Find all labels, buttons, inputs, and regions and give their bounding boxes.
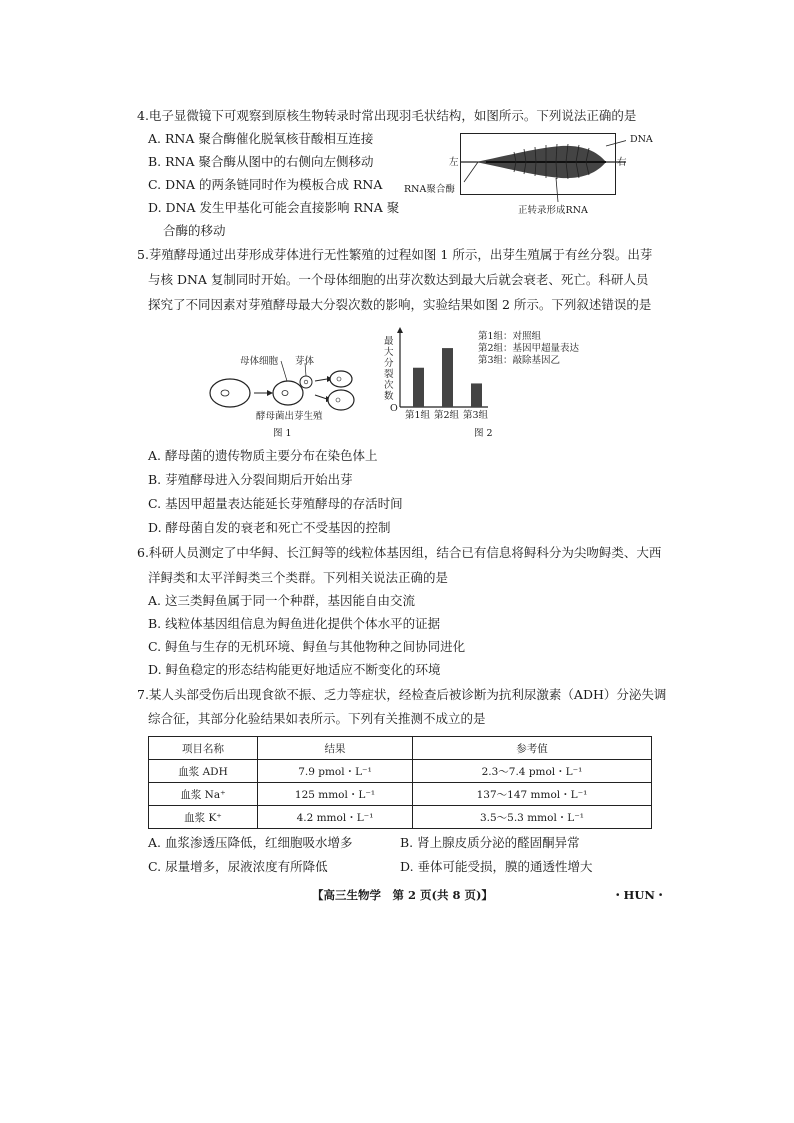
- bar-group1: [413, 368, 424, 407]
- chart-xtick-2: 第2组: [434, 410, 460, 421]
- bar-group3: [471, 383, 482, 407]
- q5-option-a: A. 酵母菌的遗传物质主要分布在染色体上: [148, 448, 378, 463]
- q7-stem-1: 7.某人头部受伤后出现食欲不振、乏力等症状，经检查后被诊断为抗利尿激素（ADH）分泌失调: [137, 687, 667, 702]
- bar-group2: [442, 348, 453, 407]
- q6-stem-2: 洋鲟类和太平洋鲟类三个类群。下列相关说法正确的是: [148, 570, 449, 585]
- q5-option-d: D. 酵母菌自发的衰老和死亡不受基因的控制: [148, 520, 391, 535]
- q5-stem-1: 5.芽殖酵母通过出芽形成芽体进行无性繁殖的过程如图 1 所示，出芽生殖属于有丝分裂。出芽: [137, 247, 653, 262]
- table-header: 结果: [258, 737, 413, 760]
- q5-fig1-mother-label: 母体细胞: [240, 356, 279, 367]
- q4-label-right: 右: [617, 157, 627, 168]
- q5-fig1-bud-label: 芽体: [295, 356, 315, 367]
- table-header: 项目名称: [149, 737, 258, 760]
- q4-feather-figure: [456, 132, 626, 214]
- q4-label-left: 左: [449, 157, 459, 168]
- chart-y-arrow: [397, 327, 403, 333]
- exam-code: ・HUN・: [612, 888, 667, 902]
- q6-stem-1: 6.科研人员测定了中华鲟、长江鲟等的线粒体基因组，结合已有信息将鲟科分为尖吻鲟类、大西: [137, 545, 662, 560]
- table-cell: 7.9 pmol・L⁻¹: [258, 760, 413, 783]
- q4-option-c: C. DNA 的两条链同时作为模板合成 RNA: [148, 177, 383, 192]
- chart-legend-3: 第3组：敲除基因乙: [478, 355, 561, 366]
- table-cell: 血浆 K⁺: [149, 806, 258, 829]
- q7-lab-table: [148, 736, 652, 829]
- chart-ylabel: 最大分裂次数: [384, 336, 394, 402]
- table-cell: 125 mmol・L⁻¹: [258, 783, 413, 806]
- q4-stem: 4.电子显微镜下可观察到原核生物转录时常出现羽毛状结构，如图所示。下列说法正确的是: [137, 108, 637, 123]
- q5-option-c: C. 基因甲超量表达能延长芽殖酵母的存活时间: [148, 496, 403, 511]
- q7-stem-2: 综合征，其部分化验结果如表所示。下列有关推测不成立的是: [148, 711, 486, 726]
- q4-label-polymerase: RNA聚合酶: [404, 184, 455, 195]
- q4-option-a: A. RNA 聚合酶催化脱氧核苷酸相互连接: [148, 131, 374, 146]
- q6-option-c: C. 鲟鱼与生存的无机环境、鲟鱼与其他物种之间协同进化: [148, 639, 466, 654]
- q5-budding-diagram: [205, 355, 365, 415]
- q4-option-d: D. DNA 发生甲基化可能会直接影响 RNA 聚: [148, 200, 400, 215]
- q4-option-d-cont: 合酶的移动: [163, 223, 226, 238]
- q6-option-d: D. 鲟鱼稳定的形态结构能更好地适应不断变化的环境: [148, 662, 441, 677]
- q6-option-b: B. 线粒体基因组信息为鲟鱼进化提供个体水平的证据: [148, 616, 441, 631]
- q6-option-a: A. 这三类鲟鱼属于同一个种群，基因能自由交流: [148, 593, 415, 608]
- table-row: [149, 783, 652, 806]
- q7-option-d: D. 垂体可能受损，膜的通透性增大: [400, 859, 593, 874]
- table-cell: 3.5～5.3 mmol・L⁻¹: [413, 806, 652, 829]
- table-cell: 血浆 ADH: [149, 760, 258, 783]
- q7-option-b: B. 肾上腺皮质分泌的醛固酮异常: [400, 835, 580, 850]
- q4-label-rna: 正转录形成RNA: [518, 205, 588, 216]
- q5-stem-3: 探究了不同因素对芽殖酵母最大分裂次数的影响，实验结果如图 2 所示。下列叙述错误的是: [148, 297, 652, 312]
- q4-option-b: B. RNA 聚合酶从图中的右侧向左侧移动: [148, 154, 374, 169]
- table-row: [149, 806, 652, 829]
- q5-option-b: B. 芽殖酵母进入分裂间期后开始出芽: [148, 472, 353, 487]
- chart-legend-2: 第2组：基因甲超量表达: [478, 343, 580, 354]
- q7-option-c: C. 尿量增多，尿液浓度有所降低: [148, 859, 328, 874]
- chart-origin: O: [390, 403, 398, 414]
- q4-label-dna: DNA: [630, 134, 653, 145]
- table-cell: 2.3～7.4 pmol・L⁻¹: [413, 760, 652, 783]
- table-header-row: [149, 737, 652, 760]
- table-cell: 血浆 Na⁺: [149, 783, 258, 806]
- table-row: [149, 760, 652, 783]
- page-footer: 【高三生物学 第 2 页(共 8 页)】: [312, 888, 493, 902]
- table-cell: 137～147 mmol・L⁻¹: [413, 783, 652, 806]
- table-header: 参考值: [413, 737, 652, 760]
- q5-fig1-caption: 酵母菌出芽生殖: [256, 411, 323, 422]
- q5-fig1-label: 图 1: [273, 428, 292, 439]
- q7-option-a: A. 血浆渗透压降低，红细胞吸水增多: [148, 835, 353, 850]
- q5-stem-2: 与核 DNA 复制同时开始。一个母体细胞的出芽次数达到最大后就会衰老、死亡。科研人员: [148, 272, 649, 287]
- chart-legend-1: 第1组：对照组: [478, 331, 542, 342]
- chart-title: 图 2: [474, 428, 493, 439]
- table-cell: 4.2 mmol・L⁻¹: [258, 806, 413, 829]
- chart-xtick-1: 第1组: [405, 410, 431, 421]
- chart-xtick-3: 第3组: [463, 410, 489, 421]
